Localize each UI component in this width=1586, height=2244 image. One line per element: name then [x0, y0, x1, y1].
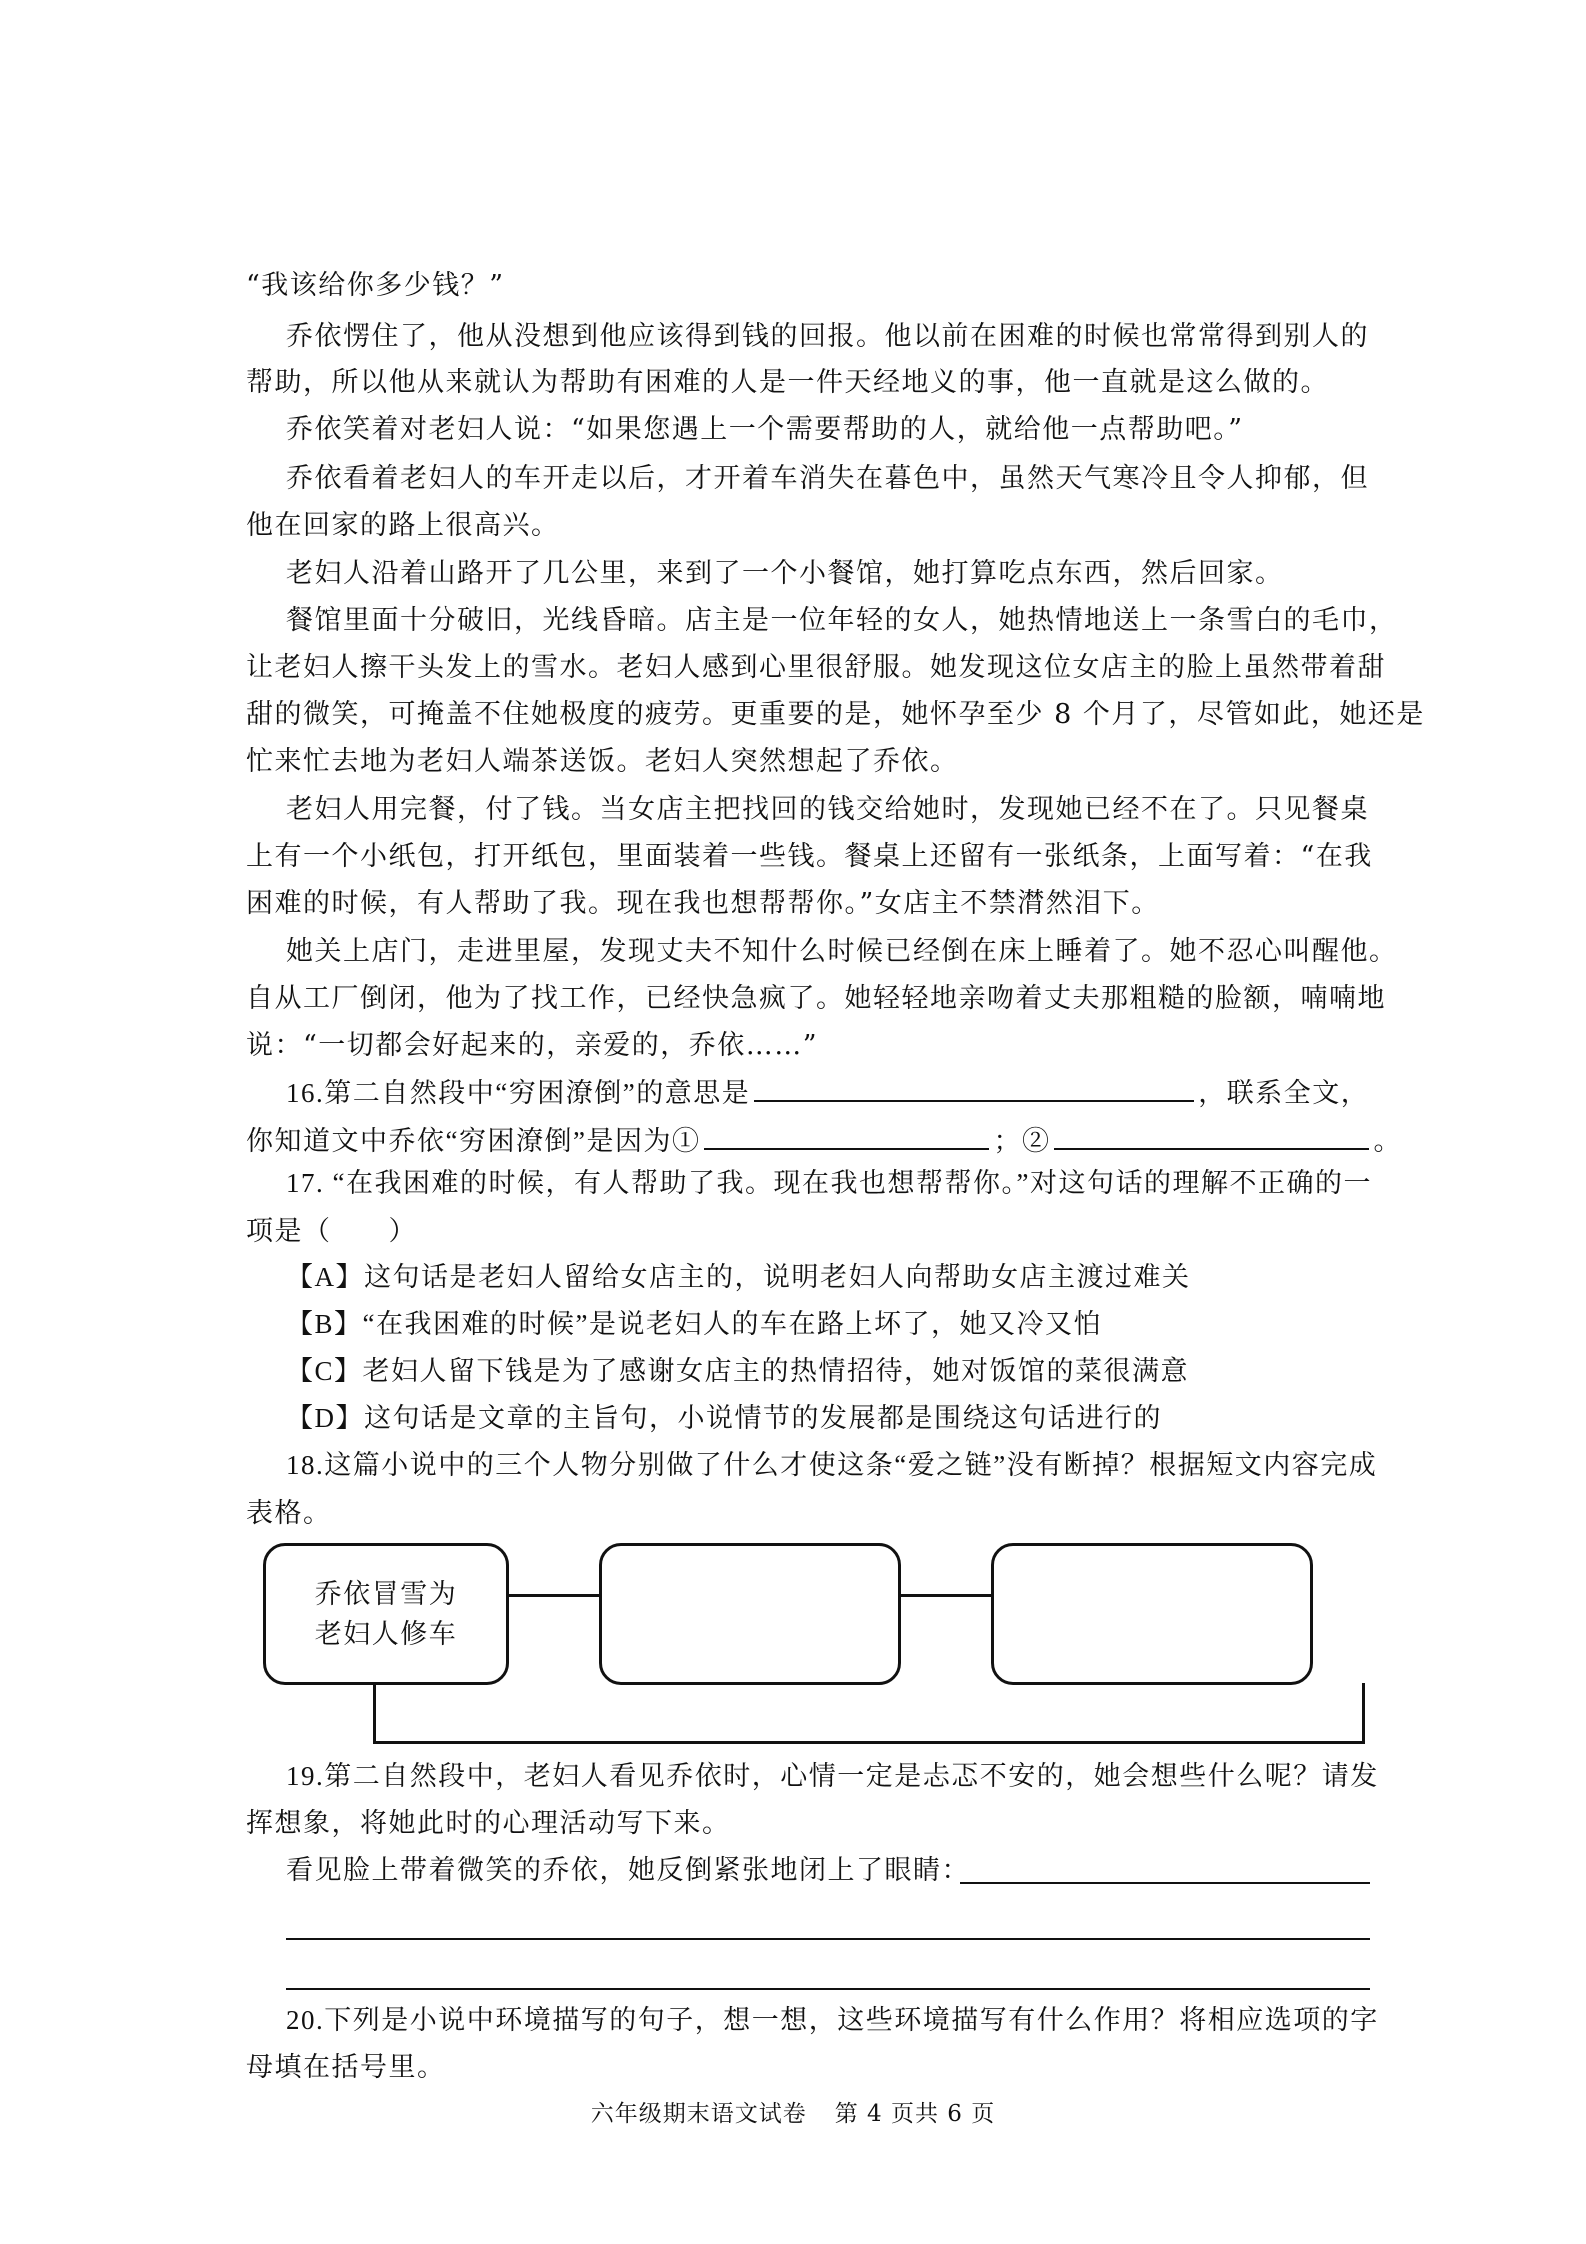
- chain-connector-1: [508, 1594, 600, 1597]
- question-16-cont: [246, 1118, 1402, 1161]
- story-paragraph: “我该给你多少钱？”: [246, 270, 505, 301]
- chain-box-2-answer[interactable]: [599, 1543, 901, 1685]
- question-19: 19.第二自然段中，老妇人看见乔依时，心情一定是忐忑不安的，她会想些什么呢？请发: [286, 1761, 1379, 1791]
- story-paragraph: 老妇人用完餐，付了钱。当女店主把找回的钱交给她时，发现她已经不在了。只见餐桌: [286, 794, 1369, 825]
- question-19-cont: 挥想象，将她此时的心理活动写下来。: [246, 1808, 731, 1838]
- question-20: 20.下列是小说中环境描写的句子，想一想，这些环境描写有什么作用？将相应选项的字: [286, 2005, 1379, 2035]
- q19-answer-line-1[interactable]: [960, 1882, 1370, 1884]
- q17-option-d[interactable]: 【D】这句话是文章的主旨句，小说情节的发展都是围绕这句话进行的: [286, 1403, 1162, 1433]
- story-paragraph-cont: 帮助，所以他从来就认为帮助有困难的人是一件天经地义的事，他一直就是这么做的。: [246, 367, 1329, 398]
- q17-option-c[interactable]: 【C】老妇人留下钱是为了感谢女店主的热情招待，她对饭馆的菜很满意: [286, 1356, 1190, 1386]
- story-paragraph-cont: 甜的微笑，可掩盖不住她极度的疲劳。更重要的是，她怀孕至少 8 个月了，尽管如此，她还是: [246, 699, 1425, 730]
- story-paragraph: 老妇人沿着山路开了几公里，来到了一个小餐馆，她打算吃点东西，然后回家。: [286, 558, 1284, 589]
- story-paragraph-cont: 说：“一切都会好起来的，亲爱的，乔依……”: [246, 1030, 819, 1061]
- story-paragraph: 她关上店门，走进里屋，发现丈夫不知什么时候已经倒在床上睡着了。她不忍心叫醒他。: [286, 936, 1398, 967]
- q17-option-b[interactable]: 【B】“在我困难的时候”是说老妇人的车在路上坏了，她又冷又怕: [286, 1309, 1102, 1339]
- q16-answer-blank-reason-1[interactable]: [704, 1118, 989, 1150]
- question-17-cont: 项是（ ）: [246, 1216, 417, 1246]
- q19-prompt: 看见脸上带着微笑的乔依，她反倒紧张地闭上了眼睛：: [286, 1855, 970, 1885]
- q16-answer-blank-reason-2[interactable]: [1054, 1118, 1369, 1150]
- story-paragraph: 乔依笑着对老妇人说：“如果您遇上一个需要帮助的人，就给他一点帮助吧。”: [286, 414, 1244, 445]
- question-18: 18.这篇小说中的三个人物分别做了什么才使这条“爱之链”没有断掉？根据短文内容完成: [286, 1450, 1378, 1480]
- q16-answer-blank-meaning[interactable]: [754, 1070, 1194, 1102]
- story-paragraph: 乔依愣住了，他从没想到他应该得到钱的回报。他以前在困难的时候也常常得到别人的: [286, 321, 1369, 352]
- chain-connector-bottom: [373, 1741, 1365, 1744]
- chain-connector-2: [900, 1594, 992, 1597]
- story-paragraph-cont: 他在回家的路上很高兴。: [246, 510, 560, 541]
- chain-connector-bottom-right: [1362, 1683, 1365, 1743]
- question-18-cont: 表格。: [246, 1498, 332, 1528]
- q19-answer-line-2[interactable]: [286, 1938, 1370, 1940]
- chain-box-1: [263, 1543, 509, 1685]
- q16-text-c: 你知道文中乔依“穷困潦倒”是因为①: [246, 1126, 701, 1156]
- q16-text-e: 。: [1373, 1126, 1402, 1156]
- chain-connector-bottom-left: [373, 1683, 376, 1743]
- question-17: 17. “在我困难的时候，有人帮助了我。现在我也想帮帮你。”对这句话的理解不正确的一: [286, 1168, 1372, 1198]
- q16-text-a: 16.第二自然段中“穷困潦倒”的意思是: [286, 1078, 751, 1108]
- story-paragraph-cont: 让老妇人擦干头发上的雪水。老妇人感到心里很舒服。她发现这位女店主的脸上虽然带着甜: [246, 652, 1386, 683]
- q19-answer-line-3[interactable]: [286, 1988, 1370, 1990]
- question-20-cont: 母填在括号里。: [246, 2052, 446, 2082]
- story-paragraph-cont: 自从工厂倒闭，他为了找工作，已经快急疯了。她轻轻地亲吻着丈夫那粗糙的脸额，喃喃地: [246, 983, 1386, 1014]
- question-16: [286, 1070, 1369, 1113]
- q16-text-b: ，联系全文，: [1198, 1078, 1370, 1108]
- page-footer: [0, 2098, 1586, 2130]
- footer-page-number: 第 4 页共 6 页: [834, 2101, 996, 2127]
- q16-text-d: ；②: [993, 1126, 1051, 1156]
- story-paragraph: 餐馆里面十分破旧，光线昏暗。店主是一位年轻的女人，她热情地送上一条雪白的毛巾，: [286, 605, 1398, 636]
- chain-box-3-answer[interactable]: [991, 1543, 1313, 1685]
- q17-option-a[interactable]: 【A】这句话是老妇人留给女店主的，说明老妇人向帮助女店主渡过难关: [286, 1262, 1191, 1292]
- footer-exam-title: 六年级期末语文试卷: [590, 2101, 807, 2127]
- story-paragraph: 乔依看着老妇人的车开走以后，才开着车消失在暮色中，虽然天气寒冷且令人抑郁，但: [286, 463, 1369, 494]
- story-paragraph-cont: 忙来忙去地为老妇人端茶送饭。老妇人突然想起了乔依。: [246, 746, 959, 777]
- story-paragraph-cont: 上有一个小纸包，打开纸包，里面装着一些钱。餐桌上还留有一张纸条，上面写着：“在我: [246, 841, 1373, 872]
- chain-box-1-line-2: 老妇人修车: [314, 1619, 458, 1649]
- chain-box-1-line-1: 乔依冒雪为: [314, 1579, 458, 1609]
- story-paragraph-cont: 困难的时候，有人帮助了我。现在我也想帮帮你。”女店主不禁潸然泪下。: [246, 888, 1160, 919]
